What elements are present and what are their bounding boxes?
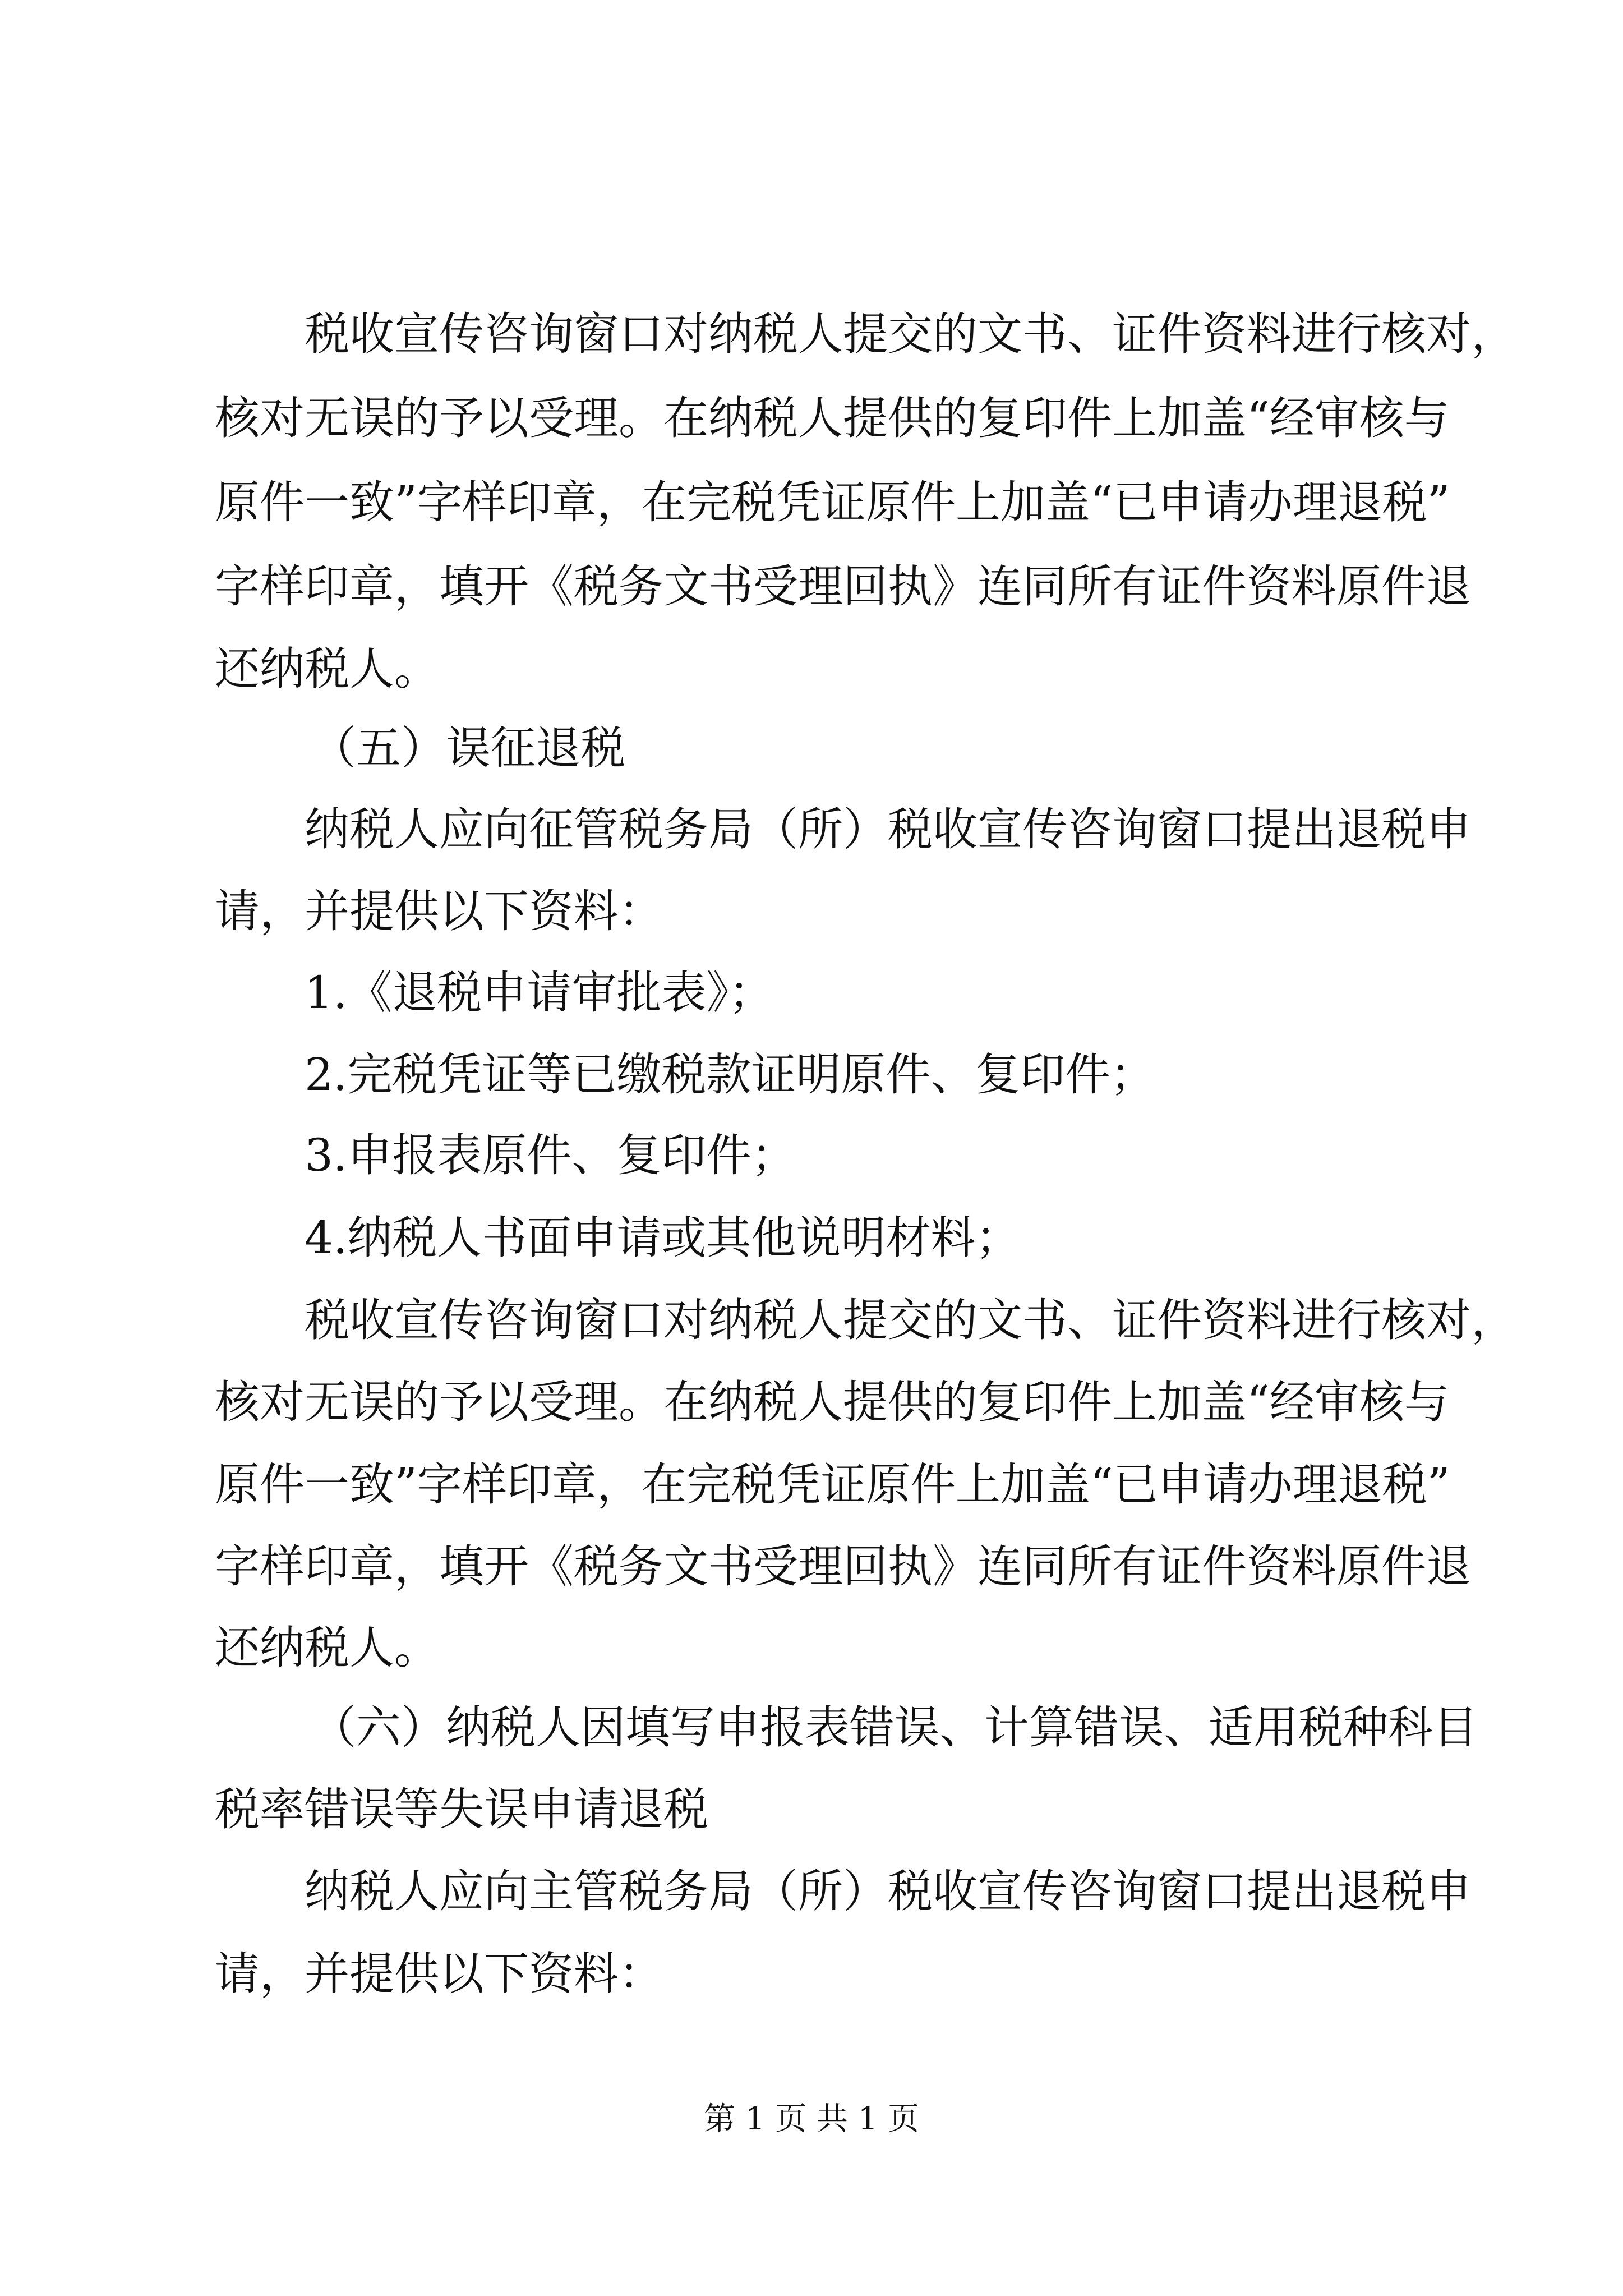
paragraph-line: 还纳税人。 (215, 1622, 439, 1674)
section-heading: （六）纳税人因填写申报表错误、计算错误、适用税种科目 (311, 1701, 1478, 1754)
section-heading: （五）误征退税 (311, 722, 625, 774)
paragraph-line: 字样印章，填开《税务文书受理回执》连同所有证件资料原件退 (215, 1540, 1471, 1593)
paragraph-line: 纳税人应向主管税务局（所）税收宣传咨询窗口提出退税申 (305, 1865, 1471, 1917)
paragraph-line: 原件一致”字样印章，在完税凭证原件上加盖“已申请办理退税” (215, 476, 1450, 528)
paragraph-line: 纳税人应向征管税务局（所）税收宣传咨询窗口提出退税申 (305, 803, 1471, 855)
paragraph-line: 核对无误的予以受理。在纳税人提供的复印件上加盖“经审核与 (215, 392, 1449, 444)
list-item: 1.《退税申请审批表》； (305, 967, 774, 1019)
section-heading: 税率错误等失误申请退税 (215, 1783, 708, 1835)
page-footer: 第 1 页 共 1 页 (703, 2101, 920, 2137)
paragraph-line: 原件一致”字样印章，在完税凭证原件上加盖“已申请办理退税” (215, 1458, 1450, 1511)
list-item: 2.完税凭证等已缴税款证明原件、复印件； (305, 1048, 1155, 1101)
paragraph-line: 字样印章，填开《税务文书受理回执》连同所有证件资料原件退 (215, 560, 1471, 613)
paragraph-line: 还纳税人。 (215, 643, 439, 695)
paragraph-line: 请，并提供以下资料： (215, 885, 663, 937)
paragraph-line: 核对无误的予以受理。在纳税人提供的复印件上加盖“经审核与 (215, 1376, 1449, 1428)
list-item: 3.申报表原件、复印件； (305, 1129, 796, 1181)
paragraph-line: 请，并提供以下资料： (215, 1948, 663, 2000)
paragraph-line: 税收宣传咨询窗口对纳税人提交的文书、证件资料进行核对， (305, 308, 1516, 360)
list-item: 4.纳税人书面申请或其他说明材料； (305, 1212, 1021, 1264)
paragraph-line: 税收宣传咨询窗口对纳税人提交的文书、证件资料进行核对， (305, 1294, 1516, 1346)
